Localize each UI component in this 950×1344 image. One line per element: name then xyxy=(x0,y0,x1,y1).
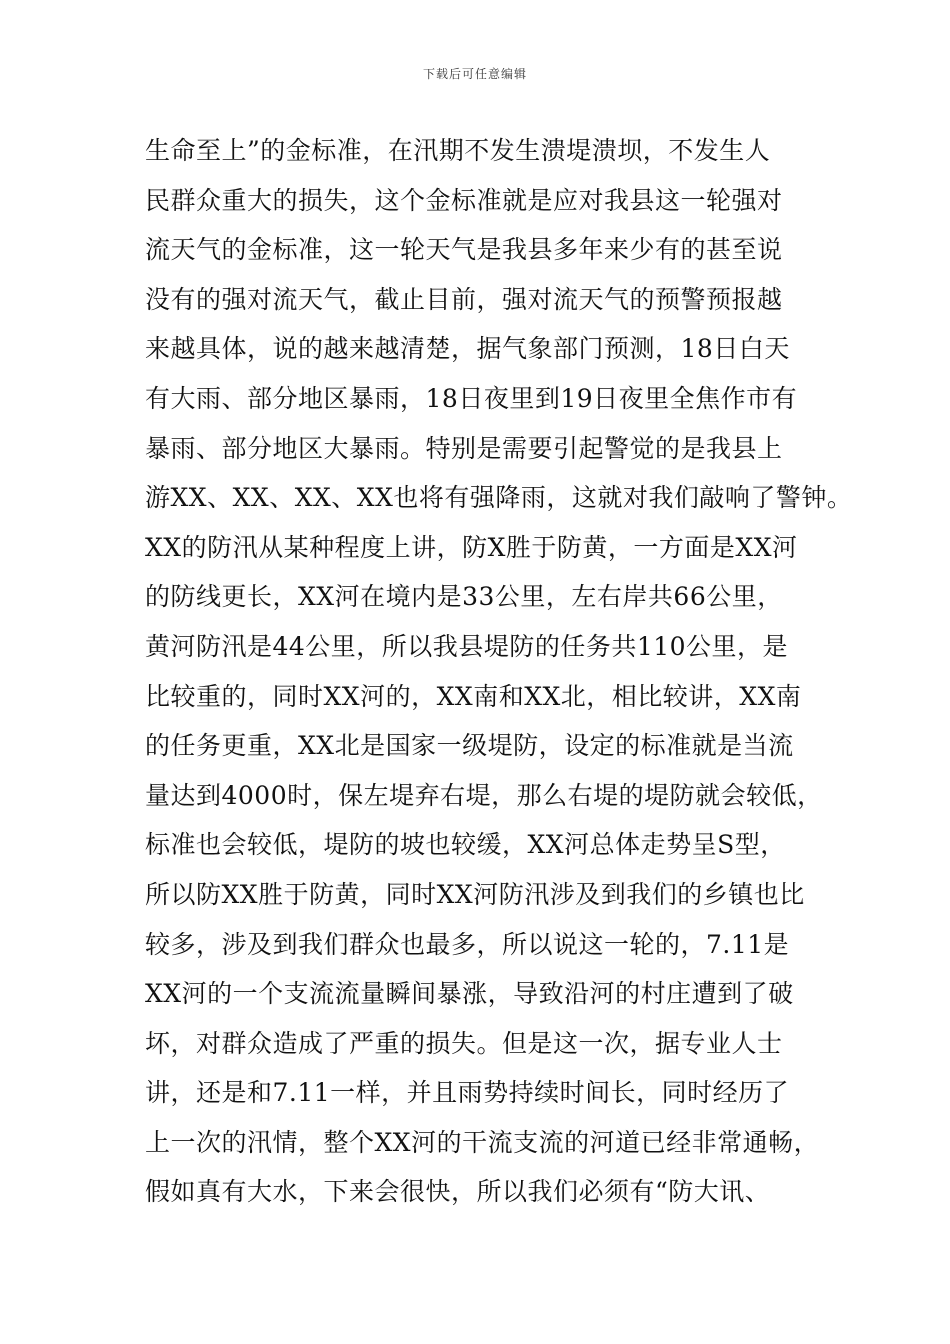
text-line: 标准也会较低，堤防的坡也较缓，XX河总体走势呈S型， xyxy=(145,830,786,860)
body-paragraph xyxy=(145,126,853,1217)
text-line: 假如真有大水，下来会很快，所以我们必须有“防大讯、 xyxy=(145,1177,771,1207)
text-line: 来越具体，说的越来越清楚，据气象部门预测，18日白天 xyxy=(145,334,790,364)
text-line: 民群众重大的损失，这个金标准就是应对我县这一轮强对 xyxy=(145,185,783,215)
text-line: 所以防XX胜于防黄，同时XX河防汛涉及到我们的乡镇也比 xyxy=(145,879,805,909)
page-header: 下载后可任意编辑 xyxy=(422,67,527,81)
text-line: 黄河防汛是44公里，所以我县堤防的任务共110公里，是 xyxy=(145,631,789,661)
text-line: 流天气的金标准，这一轮天气是我县多年来少有的甚至说 xyxy=(145,235,783,265)
text-line: XX的防汛从某种程度上讲，防X胜于防黄，一方面是XX河 xyxy=(145,532,798,562)
text-line: 比较重的，同时XX河的，XX南和XX北，相比较讲，XX南 xyxy=(145,681,802,711)
text-line: 生命至上”的金标准，在汛期不发生溃堤溃坝，不发生人 xyxy=(145,136,771,165)
text-line: 游XX、XX、XX、XX也将有强降雨，这就对我们敲响了警钟。 xyxy=(145,483,853,513)
text-line: 讲，还是和7.11一样，并且雨势持续时间长，同时经历了 xyxy=(145,1078,790,1108)
text-line: 有大雨、部分地区暴雨，18日夜里到19日夜里全焦作市有 xyxy=(145,383,798,413)
text-line: 坏，对群众造成了严重的损失。但是这一次，据专业人士 xyxy=(145,1028,783,1058)
text-line: 量达到4000时，保左堤弃右堤，那么右堤的堤防就会较低， xyxy=(145,780,823,810)
text-line: XX河的一个支流流量瞬间暴涨，导致沿河的村庄遭到了破 xyxy=(145,979,794,1009)
text-line: 较多，涉及到我们群众也最多，所以说这一轮的，7.11是 xyxy=(145,929,790,959)
text-line: 的任务更重，XX北是国家一级堤防，设定的标准就是当流 xyxy=(145,731,794,761)
text-line: 没有的强对流天气，截止目前，强对流天气的预警预报越 xyxy=(145,284,783,314)
text-line: 的防线更长，XX河在境内是33公里，左右岸共66公里， xyxy=(145,582,783,612)
text-line: 暴雨、部分地区大暴雨。特别是需要引起警觉的是我县上 xyxy=(145,433,783,463)
text-line: 上一次的汛情，整个XX河的干流支流的河道已经非常通畅， xyxy=(145,1127,820,1157)
